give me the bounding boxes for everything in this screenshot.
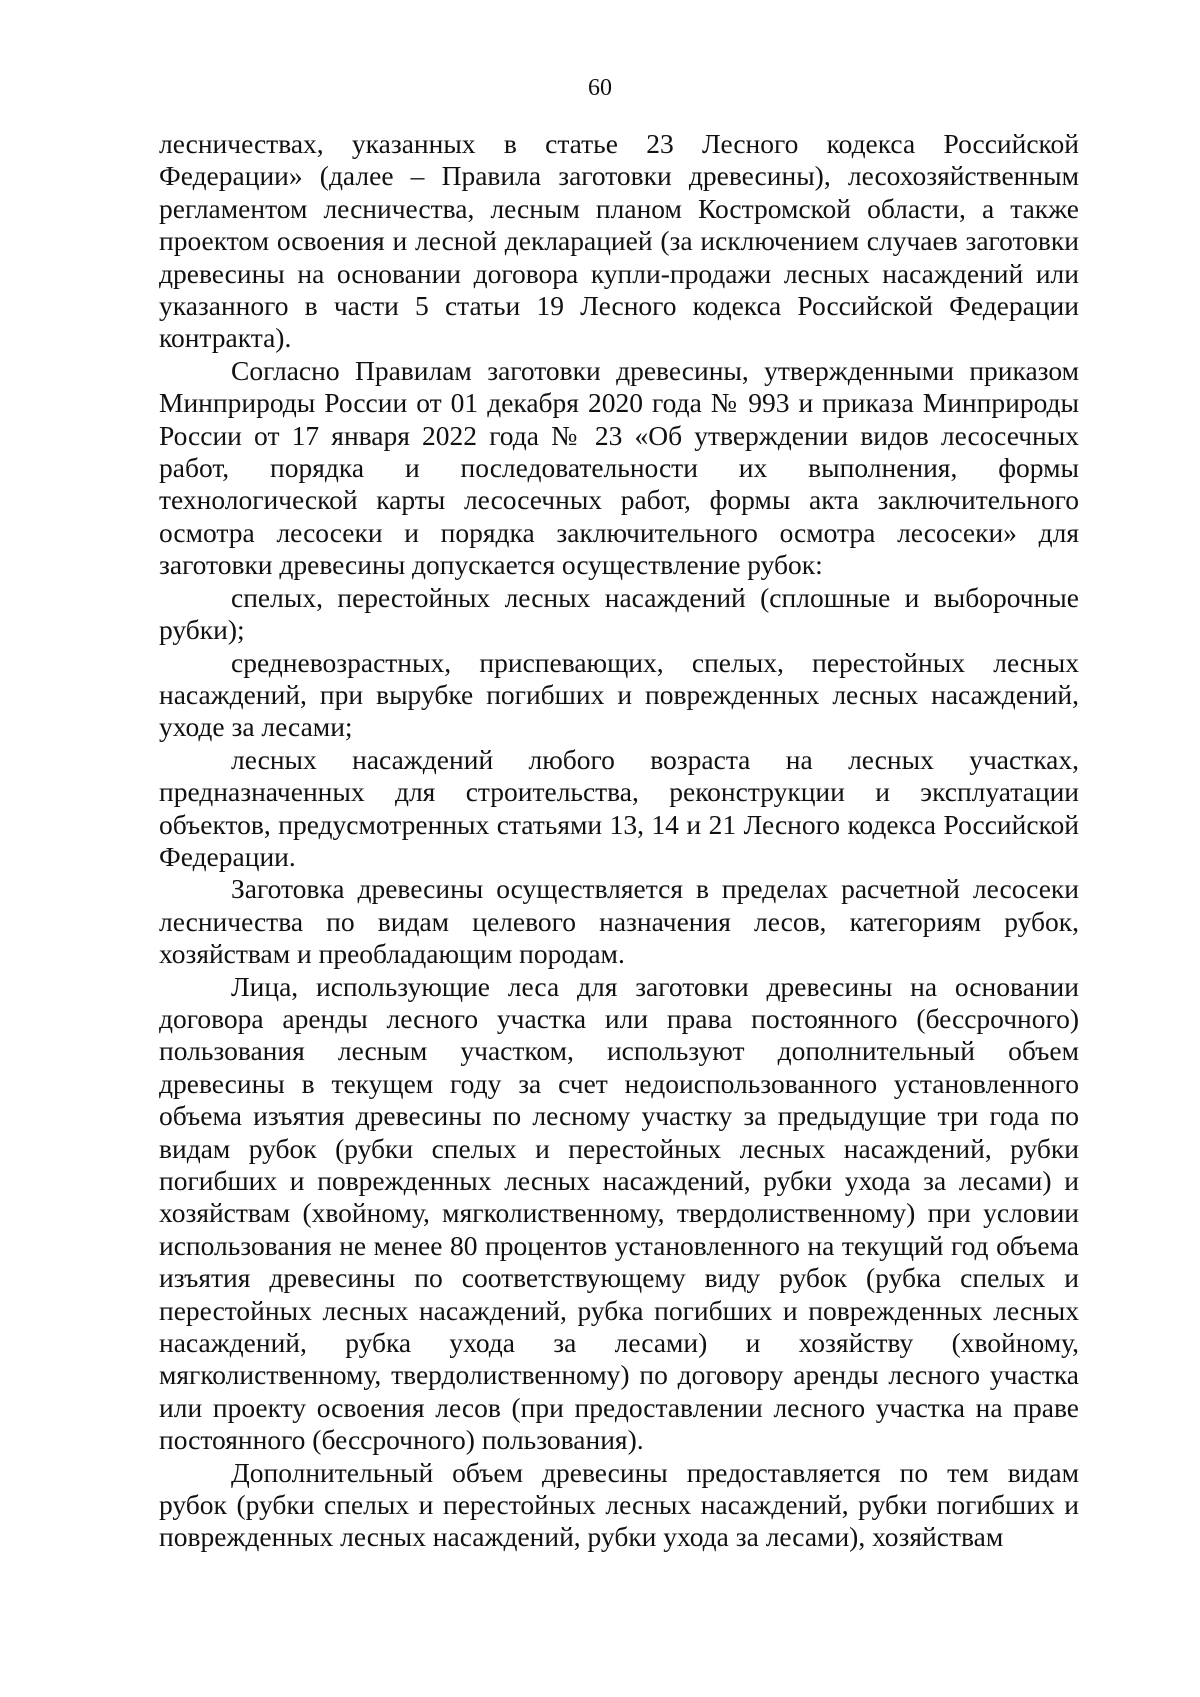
paragraph-continuation: лесничествах, указанных в статье 23 Лесного кодекса Российской Федерации» (далее – Правила заготовки древесины), лесохозяйственным регламентом лесничества, лесным планом Костромской области, а также проектом освоения и лесной декларацией (за исключением случаев заготовки древесины на основании договора купли-продажи лесных насаждений или указанного в части 5 статьи 19 Лесного кодекса Российской Федерации контракта). [159,128,1079,354]
document-body [159,128,1079,1554]
page-number: 60 [588,75,612,101]
paragraph-logging-rules: Согласно Правилам заготовки древесины, утвержденными приказом Минприроды России от 01 декабря 2020 года № 993 и приказа Минприроды России от 17 января 2022 года № 23 «Об утверждении видов лесосечных работ, порядка и последовательности их выполнения, формы технологической карты лесосечных работ, формы акта заключительного осмотра лесосеки и порядка заключительного осмотра лесосеки» для заготовки древесины допускается осуществление рубок: [159,354,1079,581]
list-item-any-age-stands: лесных насаждений любого возраста на лесных участках, предназначенных для строительства, реконструкции и эксплуатации объектов, предусмотренных статьями 13, 14 и 21 Лесного кодекса Российской Федерации. [159,743,1079,872]
paragraph-allowable-cut: Заготовка древесины осуществляется в пределах расчетной лесосеки лесничества по видам целевого назначения лесов, категориям рубок, хозяйствам и преобладающим породам. [159,873,1079,970]
list-item-middle-aged-stands: средневозрастных, приспевающих, спелых, перестойных лесных насаждений, при вырубке погибших и поврежденных лесных насаждений, уходе за лесами; [159,646,1079,743]
paragraph-additional-volume-conditions: Лица, использующие леса для заготовки древесины на основании договора аренды лесного участка или права постоянного (бессрочного) пользования лесным участком, используют дополнительный объем древесины в текущем году за счет недоиспользованного установленного объема изъятия древесины по лесному участку за предыдущие три года по видам рубок (рубки спелых и перестойных лесных насаждений, рубки погибших и поврежденных лесных насаждений, рубки ухода за лесами) и хозяйствам (хвойному, мягколиственному, твердолиственному) при условии использования не менее 80 процентов установленного на текущий год объема изъятия древесины по соответствующему виду рубок (рубка спелых и перестойных лесных насаждений, рубка погибших и поврежденных лесных насаждений, рубка ухода за лесами) и хозяйству (хвойному, мягколиственному, твердолиственному) по договору аренды лесного участка или проекту освоения лесов (при предоставлении лесного участка на праве постоянного (бессрочного) пользования). [159,970,1079,1456]
list-item-mature-stands: спелых, перестойных лесных насаждений (сплошные и выборочные рубки); [159,581,1079,646]
paragraph-additional-volume-provision: Дополнительный объем древесины предоставляется по тем видам рубок (рубки спелых и перестойных лесных насаждений, рубки погибших и поврежденных лесных насаждений, рубки ухода за лесами), хозяйствам [159,1456,1079,1553]
